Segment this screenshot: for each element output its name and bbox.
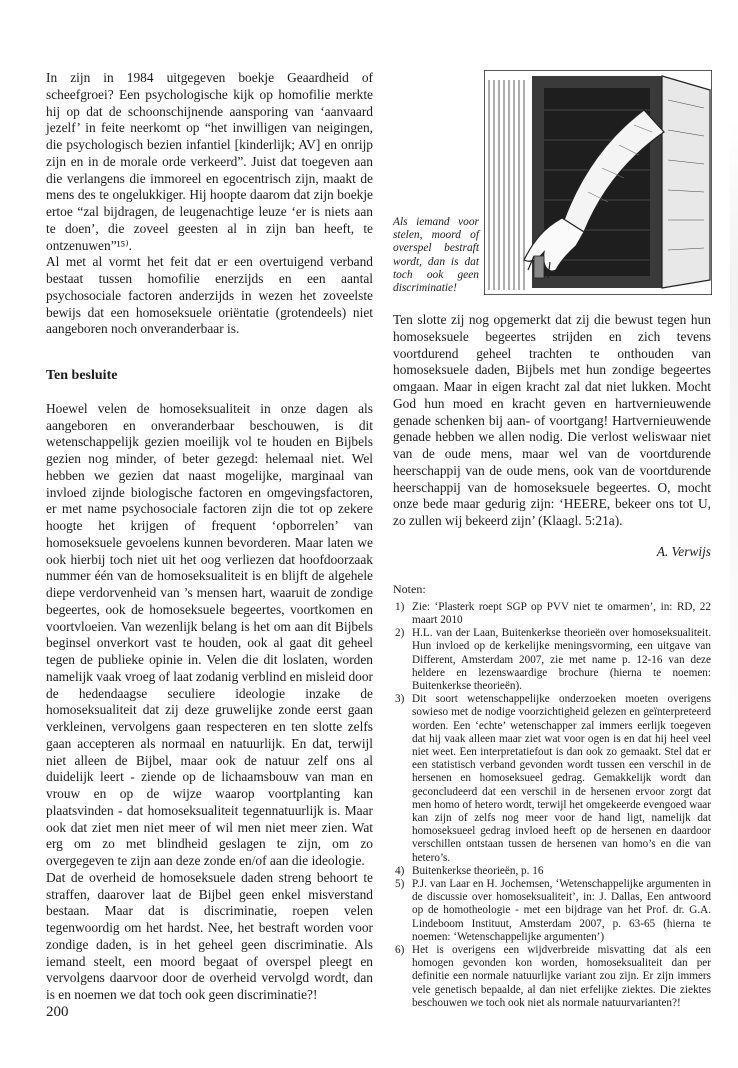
left-column bbox=[46, 70, 373, 1004]
paragraph-main: Hoewel velen de homoseksualiteit in onze dagen als aangeboren en onveranderbaar beschouwen, is dit wetenschappelijk gezien moeilijk vol te houden en Bijbels gezien nog minder, of beter gezegd: helemaal niet. Wel hebben we gezien dat naast mogelijke, marginaal van invloed zijnde biologische factoren en omgevingsfactoren, er met name psychosociale factoren zijn die tot op zekere hoogte het krijgen of frequent ‘opborrelen’ van homoseksuele gevoelens kunnen bevorderen. Maar laten we ook hierbij toch niet uit het oog verliezen dat hoofdoorzaak nummer één van de homoseksualiteit is en blijft de algehele diepe verdorvenheid van ’s mensen hart, waaruit de zondige begeertes, ook de homoseksuele begeertes, voortkomen en voortvloeien. Van wezenlijk belang is het om aan dit Bijbels beginsel onverkort vast te houden, ook al gaat dit geheel tegen de publieke opinie in. Velen die dit loslaten, worden namelijk vaak vroeg of laat zodanig verblind en misleid door de hedendaagse seculiere ideologie inzake de homoseksualiteit dat zij deze gruwelijke zonde eerst gaan verkleinen, vervolgens gaan respecteren en ten slotte zelfs gaan accepteren als normaal en natuurlijk. En dat, terwijl niet alleen de Bijbel, maar ook de natuur zelf ons al duidelijk leert - ziende op de lichaamsbouw van man en vrouw en op de wijze waarop voortplanting kan plaatsvinden - dat homoseksualiteit tegennatuurlijk is. Maar ook dat ziet men niet meer of wil men niet meer zien. Wat erg om zo met blindheid geslagen te zijn, om zo overgegeven te zijn aan deze zonde en/of aan die ideologie. bbox=[46, 400, 373, 868]
footnote: 1) Zie: ‘Plasterk roept SGP op PVV niet te omarmen’, in: RD, 22 maart 2010 bbox=[395, 600, 711, 626]
figure-caption: Als iemand voor stelen, moord of overspel bestraft wordt, dan is dat toch ook geen discriminatie! bbox=[393, 216, 479, 295]
page-edge-shadow bbox=[730, 120, 738, 920]
paragraph-conclusion-link: Al met al vormt het feit dat er een overtuigend verband bestaat tussen homofilie enerzijds en een aantal psychosociale factoren anderzijds in wezen het zoveelste bewijs dat een homoseksuele oriëntatie (grotendeels) niet aangeboren noch onveranderbaar is. bbox=[46, 254, 373, 337]
footnote: 4) Buitenkerkse theorieën, p. 16 bbox=[395, 864, 544, 877]
section-heading: Ten besluite bbox=[46, 368, 118, 383]
footnote: 2) H.L. van der Laan, Buitenkerkse theorieën over homoseksualiteit. Hun invloed op de kerkelijke meningsvorming, een uitgave van Different, Amsterdam 2007, zie met name p. 12-16 van deze heldere en lezenswaardige brochure (hierna te noemen: Buitenkerkse theorieën). bbox=[395, 627, 711, 692]
paragraph-intro: In zijn in 1984 uitgegeven boekje Geaardheid of scheefgroei? Een psychologische kijk op homofilie merkte hij op dat de schoonschijnende aansporing van ‘aanvaard jezelf’ in feite neerkomt op “het inwilligen van neigingen, die psychologisch bezien infantiel [kinderlijk; AV] en onrijp zijn en in de morale orde verkeerd”. Juist dat toegeven aan die verlangens die immoreel en egocentrisch zijn, maakt de mens des te ongelukkiger. Hij hoopte daarom dat zijn boekje ertoe “zal bijdragen, de leugenachtige leuze ‘er is niets aan te doen’, die zoveel geesten al in zijn ban heeft, te ontzenuwen”¹⁵⁾. bbox=[46, 70, 373, 253]
author-signature: A. Verwijs bbox=[656, 543, 711, 559]
footnote: 6) Het is overigens een wijdverbreide misvatting dat als een homogen gevonden kon worden, homoseksualiteit dan per definitie een normale natuurlijke variant zou zijn. Er zijn immers vele genetisch bepaalde, al dan niet erfelijke ziektes. Die ziektes beschouwen we toch ook niet als normale natuurvarianten?! bbox=[395, 944, 711, 1009]
paragraph-government: Dat de overheid de homoseksuele daden streng behoort te straffen, daarover laat de Bijbel geen enkel misverstand bestaan. Maar dat is discriminatie, roepen velen tegenwoordig om het hardst. Nee, het bestraft worden voor zondige daden, is in het geheel geen discriminatie. Als iemand steelt, een moord begaat of overspel pleegt en vervolgens daarvoor door de overheid vervolgd wordt, dan is en noemen we dat toch ook geen discriminatie?! bbox=[46, 869, 373, 1002]
paragraph-closing: Ten slotte zij nog opgemerkt dat zij die bewust tegen hun homoseksuele begeertes strijden en zich tevens voortdurend geheel trachten te onthouden van homoseksuele daden, Bijbels met hun zondige begeertes omgaan. Maar in eigen kracht zal dat niet lukken. Mocht God hun moed en kracht geven en hartvernieuwende genade schenken bij aan- of voortgang! Hartvernieuwende genade hebben we allen nodig. Die verlost weliswaar niet van de oude mens, maar wel van de voortdurende heerschappij van de oude mens, ook van de voortdurende heerschappij van de homoseksuele begeertes. O, mocht onze bede maar gedurig zijn: ‘HEERE, bekeer ons tot U, zo zullen wij bekeerd zijn’ (Klaagl. 5:21a). bbox=[393, 312, 711, 528]
right-column bbox=[393, 312, 711, 1010]
page-number: 200 bbox=[46, 1004, 69, 1020]
illustration-thief-hand bbox=[484, 70, 712, 295]
footnote: 5) P.J. van Laar en H. Jochemsen, ‘Wetenschappelijke argumenten in de discussie over homoseksualiteit’, in: J. Dallas, Een antwoord op de homotheologie - met een bijdrage van het Prof. dr. G.A. Lindeboom Instituut, Amsterdam 2007, p. 63-65 (hierna te noemen: ‘Wetenschappelijke argumenten’) bbox=[395, 878, 711, 943]
footnote: 3) Dit soort wetenschappelijke onderzoeken moeten overigens sowieso met de nodige voorzichtigheid gelezen en geïnterpreteerd worden. Een ‘echte’ wetenschapper zal immers eerlijk toegeven dat hij vaak alleen maar ziet wat voor ogen is en dat hij heel veel niet weet. Een interpretatiefout is dan ook zo gemaakt. Stel dat er een statistisch verband gevonden wordt tussen een verschil in de hersenen en homoseksueel gedrag. Gemakkelijk wordt dan geconcludeerd dat een verschil in de hersenen ervoor zorgt dat men homo of hetero wordt, terwijl het omgekeerde evengoed waar kan zijn of zelfs nog meer voor de hand ligt, namelijk dat homoseksueel gedrag invloed heeft op de hersenen en daardoor verschillen ontstaan tussen de hersenen van homo’s en die van hetero’s. bbox=[395, 693, 711, 864]
notes-heading: Noten: bbox=[393, 581, 426, 596]
footnotes-list bbox=[393, 601, 711, 1010]
